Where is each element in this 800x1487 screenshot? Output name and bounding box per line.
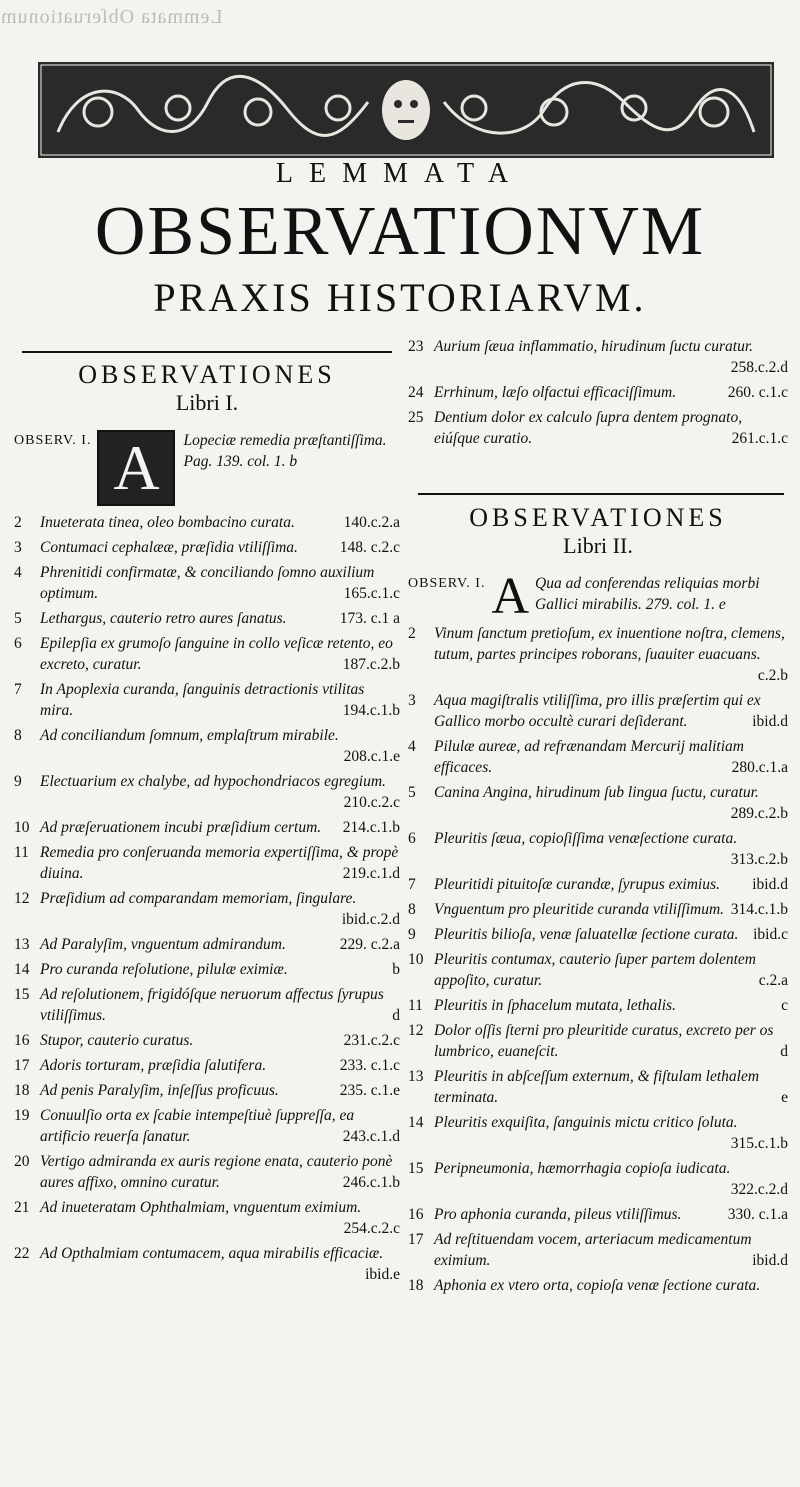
book1-subheading: Libri I. bbox=[175, 390, 239, 415]
page-reference: d bbox=[392, 1007, 400, 1024]
entry-b1-17 bbox=[14, 1055, 400, 1076]
entry-b1-22 bbox=[14, 1243, 400, 1285]
entry-text: Ad inueteratam Ophthalmiam, vnguentum eximium. bbox=[40, 1199, 362, 1216]
page-reference: ibid.d bbox=[752, 876, 788, 893]
page-reference: 140.c.2.a bbox=[343, 514, 400, 531]
entry-text: Aphonia ex vtero orta, copioſa venæ ſectione curata. bbox=[434, 1277, 761, 1294]
entry-number: 19 bbox=[14, 1107, 30, 1124]
page-reference: 194.c.1.b bbox=[342, 702, 400, 719]
entry-b1-3 bbox=[14, 537, 400, 558]
entry-number: 4 bbox=[14, 564, 22, 581]
entry-text: Pleuritidi pituitoſæ curandæ, ſyrupus eximius. bbox=[434, 876, 720, 893]
entry-text: Vertigo admiranda ex auris regione enata, cauterio ponè aures affixo, omnino curatur. bbox=[40, 1153, 393, 1191]
left-column bbox=[14, 340, 400, 1289]
entry-text: Errhinum, læſo olfactui efficaciſſimum. bbox=[434, 384, 677, 401]
entry-number: 12 bbox=[14, 890, 30, 907]
page-reference: ibid.d bbox=[752, 713, 788, 730]
entry-number: 21 bbox=[14, 1199, 30, 1216]
entry-number: 11 bbox=[408, 997, 423, 1014]
entry-b2-17 bbox=[408, 1229, 788, 1271]
entry-b2-8 bbox=[408, 899, 788, 920]
entry-text: Ad Paralyſim, vnguentum admirandum. bbox=[40, 936, 286, 953]
entry-b1-6 bbox=[14, 633, 400, 675]
entry-number: 6 bbox=[408, 830, 416, 847]
entry-b2-18 bbox=[408, 1275, 788, 1296]
book2-entry-1 bbox=[408, 573, 788, 619]
entry-text: Vnguentum pro pleuritide curanda vtiliſſimum. bbox=[434, 901, 725, 918]
entry-number: 2 bbox=[14, 514, 22, 531]
right-column-rule bbox=[418, 493, 784, 495]
page-reference: 313.c.2.b bbox=[730, 851, 788, 868]
entry-text: Dentium dolor ex calculo ſupra dentem prognato, eiúſque curatio. bbox=[434, 409, 743, 447]
entry-text: Stupor, cauterio curatus. bbox=[40, 1032, 194, 1049]
page-reference: 233. c.1.c bbox=[339, 1057, 400, 1074]
entry-text: Ad reſolutionem, frigidóſque neruorum affectus ſyrupus vtiliſſimus. bbox=[40, 986, 384, 1024]
page-reference: 289.c.2.b bbox=[730, 805, 788, 822]
page-reference: ibid.c bbox=[753, 926, 788, 943]
page-reference: 219.c.1.d bbox=[342, 865, 400, 882]
page-reference: c.2.b bbox=[757, 667, 788, 684]
entry-text: Phrenitidi confirmatæ, & conciliando ſomno auxilium optimum. bbox=[40, 564, 375, 602]
entry-text: Epilepſia ex grumoſo ſanguine in collo veſicæ retento, eo excreto, curatur. bbox=[40, 635, 393, 673]
book2-list bbox=[408, 623, 788, 1296]
title-observationum: OBSERVATIONVM bbox=[94, 193, 706, 270]
page-reference: ibid.e bbox=[365, 1266, 400, 1283]
entry-number: 24 bbox=[408, 384, 424, 401]
entry-text: Ad conciliandum ſomnum, emplaſtrum mirabile. bbox=[40, 727, 339, 744]
entry-text: Lethargus, cauterio retro aures ſanatus. bbox=[40, 610, 287, 627]
entry-number: 8 bbox=[14, 727, 22, 744]
entry-number: 17 bbox=[14, 1057, 30, 1074]
entry-text: Pleuritis bilioſa, venæ ſaluatellæ ſectione curata. bbox=[434, 926, 739, 943]
entry-number: 13 bbox=[14, 936, 30, 953]
entry-b1-16 bbox=[14, 1030, 400, 1051]
entry-b1-20 bbox=[14, 1151, 400, 1193]
page-reference: 315.c.1.b bbox=[730, 1135, 788, 1152]
page-reference: 210.c.2.c bbox=[343, 794, 400, 811]
entry-b2-13 bbox=[408, 1066, 788, 1108]
page-reference: 214.c.1.b bbox=[342, 819, 400, 836]
page-reference: 260. c.1.c bbox=[727, 384, 788, 401]
entry-b1-23 bbox=[408, 336, 788, 378]
entry-b1-25 bbox=[408, 407, 788, 449]
right-column bbox=[408, 336, 788, 1300]
entry-number: 14 bbox=[14, 961, 30, 978]
entry-text: Ad penis Paralyſim, inſeſſus proficuus. bbox=[40, 1082, 279, 1099]
entry-number: 3 bbox=[408, 692, 416, 709]
entry-b1-7 bbox=[14, 679, 400, 721]
page-reference: 229. c.2.a bbox=[339, 936, 400, 953]
entry-b2-14 bbox=[408, 1112, 788, 1154]
entry-number: 7 bbox=[408, 876, 416, 893]
entry-text: Aqua magiſtralis vtiliſſima, pro illis præſertim qui ex Gallico morbo occultè curari deſiderant. bbox=[434, 692, 761, 730]
page-reference: 208.c.1.e bbox=[343, 748, 400, 765]
entry-number: 5 bbox=[408, 784, 416, 801]
entry-b1-2 bbox=[14, 512, 400, 533]
entry-number: 25 bbox=[408, 409, 424, 426]
page-reference: 165.c.1.c bbox=[343, 585, 400, 602]
entry-b1-19 bbox=[14, 1105, 400, 1147]
page-reference: 173. c.1 a bbox=[339, 610, 400, 627]
page-reference: 314.c.1.b bbox=[730, 901, 788, 918]
entry-text: Dolor oſſis ſterni pro pleuritide curatus, excreto per os lumbrico, euaneſcit. bbox=[434, 1022, 774, 1060]
entry-text: Ad Opthalmiam contumacem, aqua mirabilis efficaciæ. bbox=[40, 1245, 384, 1262]
entry-b2-7 bbox=[408, 874, 788, 895]
book1-continued-list bbox=[408, 336, 788, 449]
entry-number: 20 bbox=[14, 1153, 30, 1170]
entry-text: Pleuritis in ſphacelum mutata, lethalis. bbox=[434, 997, 676, 1014]
entry-number: 9 bbox=[408, 926, 416, 943]
page-reference: 330. c.1.a bbox=[727, 1206, 788, 1223]
entry-text: Pro aphonia curanda, pileus vtiliſſimus. bbox=[434, 1206, 682, 1223]
entry-number: 14 bbox=[408, 1114, 424, 1131]
bleed-through-text: Lemmata Obſeruationum bbox=[0, 6, 223, 28]
entry-number: 16 bbox=[14, 1032, 30, 1049]
entry-number: 13 bbox=[408, 1068, 424, 1085]
entry-number: 17 bbox=[408, 1231, 424, 1248]
entry-number: 5 bbox=[14, 610, 22, 627]
page-reference: 235. c.1.e bbox=[339, 1082, 400, 1099]
entry-text: Peripneumonia, hæmorrhagia copioſa iudicata. bbox=[434, 1160, 731, 1177]
entry-text: Aurium ſæua inflammatio, hirudinum ſuctu curatur. bbox=[434, 338, 754, 355]
entry-text: Adoris torturam, præſidia ſalutifera. bbox=[40, 1057, 267, 1074]
page-reference: c.2.a bbox=[758, 972, 788, 989]
entry-number: 10 bbox=[14, 819, 30, 836]
page-reference: 280.c.1.a bbox=[731, 759, 788, 776]
entry-text: Conuulſio orta ex ſcabie intempeſtiuè ſuppreſſa, ea artificio reuerſa ſanatur. bbox=[40, 1107, 355, 1145]
entry-b2-3 bbox=[408, 690, 788, 732]
page-reference: 148. c.2.c bbox=[339, 539, 400, 556]
entry-b2-11 bbox=[408, 995, 788, 1016]
entry-b1-5 bbox=[14, 608, 400, 629]
page-reference: 322.c.2.d bbox=[730, 1181, 788, 1198]
entry-b1-24 bbox=[408, 382, 788, 403]
page-reference: 231.c.2.c bbox=[343, 1032, 400, 1049]
entry-b2-16 bbox=[408, 1204, 788, 1225]
entry-number: 22 bbox=[14, 1245, 30, 1262]
page-reference: 254.c.2.c bbox=[343, 1220, 400, 1237]
entry-b1-12 bbox=[14, 888, 400, 930]
page-reference: 261.c.1.c bbox=[731, 430, 788, 447]
book2-subheading: Libri II. bbox=[563, 533, 633, 558]
entry-b1-9 bbox=[14, 771, 400, 813]
entry-number: 3 bbox=[14, 539, 22, 556]
page-reference: e bbox=[781, 1089, 788, 1106]
entry-number: 18 bbox=[408, 1277, 424, 1294]
entry-text: Canina Angina, hirudinum ſub lingua ſuctu, curatur. bbox=[434, 784, 759, 801]
page-reference: c bbox=[781, 997, 788, 1014]
entry-number: 8 bbox=[408, 901, 416, 918]
entry-b1-4 bbox=[14, 562, 400, 604]
entry-text: Pleuritis contumax, cauterio ſuper partem dolentem appoſito, curatur. bbox=[434, 951, 756, 989]
entry-b1-14 bbox=[14, 959, 400, 980]
entry-text: Pleuritis exquiſita, ſanguinis mictu critico ſoluta. bbox=[434, 1114, 738, 1131]
headpiece-ornament bbox=[38, 62, 774, 158]
entry-text: Remedia pro conſeruanda memoria expertiſſima, & propè diuina. bbox=[40, 844, 399, 882]
page-reference: b bbox=[392, 961, 400, 978]
entry-text: Electuarium ex chalybe, ad hypochondriacos egregium. bbox=[40, 773, 386, 790]
entry-number: 16 bbox=[408, 1206, 424, 1223]
page-reference: 246.c.1.b bbox=[342, 1174, 400, 1191]
book1-entry-1 bbox=[14, 430, 400, 508]
entry-b1-8 bbox=[14, 725, 400, 767]
book1-heading: OBSERVATIONES bbox=[78, 360, 336, 389]
entry-number: 4 bbox=[408, 738, 416, 755]
entry-text: Pilulæ aureæ, ad refrænandam Mercurij malitiam efficaces. bbox=[434, 738, 744, 776]
page-reference: 258.c.2.d bbox=[730, 359, 788, 376]
entry-text: Inueterata tinea, oleo bombacino curata. bbox=[40, 514, 295, 531]
title-praxis-historiarum: PRAXIS HISTORIARVM. bbox=[153, 275, 647, 320]
entry-b1-15 bbox=[14, 984, 400, 1026]
entry-b2-10 bbox=[408, 949, 788, 991]
entry-b2-4 bbox=[408, 736, 788, 778]
entry-text: In Apoplexia curanda, ſanguinis detractionis vtilitas mira. bbox=[40, 681, 365, 719]
entry-b2-5 bbox=[408, 782, 788, 824]
entry-b1-10 bbox=[14, 817, 400, 838]
entry-b2-15 bbox=[408, 1158, 788, 1200]
entry-text: Lopeciæ remedia præſtantiſſima. Pag. 139. col. 1. b bbox=[183, 432, 387, 470]
entry-text: Qua ad conferendas reliquias morbi Gallici mirabilis. 279. col. 1. e bbox=[535, 575, 760, 613]
page-reference: 243.c.1.d bbox=[342, 1128, 400, 1145]
entry-b2-9 bbox=[408, 924, 788, 945]
entry-number: 9 bbox=[14, 773, 22, 790]
entry-text: Ad præſeruationem incubi præſidium certum. bbox=[40, 819, 322, 836]
observation-label: OBSERV. I. bbox=[408, 576, 486, 591]
page-reference: ibid.d bbox=[752, 1252, 788, 1269]
entry-text: Pleuritis in abſceſſum externum, & fiſtulam lethalem terminata. bbox=[434, 1068, 760, 1106]
page-reference: d bbox=[780, 1043, 788, 1060]
title-lemmata: LEMMATA bbox=[275, 158, 525, 189]
entry-number: 7 bbox=[14, 681, 22, 698]
entry-b1-18 bbox=[14, 1080, 400, 1101]
entry-number: 6 bbox=[14, 635, 22, 652]
entry-number: 2 bbox=[408, 625, 416, 642]
entry-number: 15 bbox=[408, 1160, 424, 1177]
entry-number: 10 bbox=[408, 951, 424, 968]
entry-text: Pro curanda reſolutione, pilulæ eximiæ. bbox=[40, 961, 288, 978]
entry-b1-21 bbox=[14, 1197, 400, 1239]
entry-b1-11 bbox=[14, 842, 400, 884]
entry-text: Ad reſtituendam vocem, arteriacum medicamentum eximium. bbox=[434, 1231, 752, 1269]
observation-label: OBSERV. I. bbox=[14, 433, 92, 448]
book2-heading: OBSERVATIONES bbox=[469, 503, 727, 532]
entry-b2-2 bbox=[408, 623, 788, 686]
entry-text: Vinum ſanctum pretioſum, ex inuentione noſtra, clemens, tutum, partes principes roborans, ſuauiter euacuans. bbox=[434, 625, 785, 663]
page-reference: ibid.c.2.d bbox=[341, 911, 400, 928]
page-reference: 187.c.2.b bbox=[342, 656, 400, 673]
entry-number: 15 bbox=[14, 986, 30, 1003]
entry-number: 23 bbox=[408, 338, 424, 355]
entry-b2-12 bbox=[408, 1020, 788, 1062]
entry-number: 11 bbox=[14, 844, 29, 861]
entry-text: Præſidium ad comparandam memoriam, ſingulare. bbox=[40, 890, 357, 907]
initial-a: A bbox=[491, 573, 530, 619]
book1-list bbox=[14, 512, 400, 1285]
entry-text: Pleuritis ſæua, copioſiſſima venæſectione curata. bbox=[434, 830, 738, 847]
decorated-initial-a: A bbox=[97, 430, 175, 506]
entry-text: Contumaci cephalææ, præſidia vtiliſſima. bbox=[40, 539, 298, 556]
entry-b1-13 bbox=[14, 934, 400, 955]
entry-number: 12 bbox=[408, 1022, 424, 1039]
entry-b2-6 bbox=[408, 828, 788, 870]
entry-number: 18 bbox=[14, 1082, 30, 1099]
